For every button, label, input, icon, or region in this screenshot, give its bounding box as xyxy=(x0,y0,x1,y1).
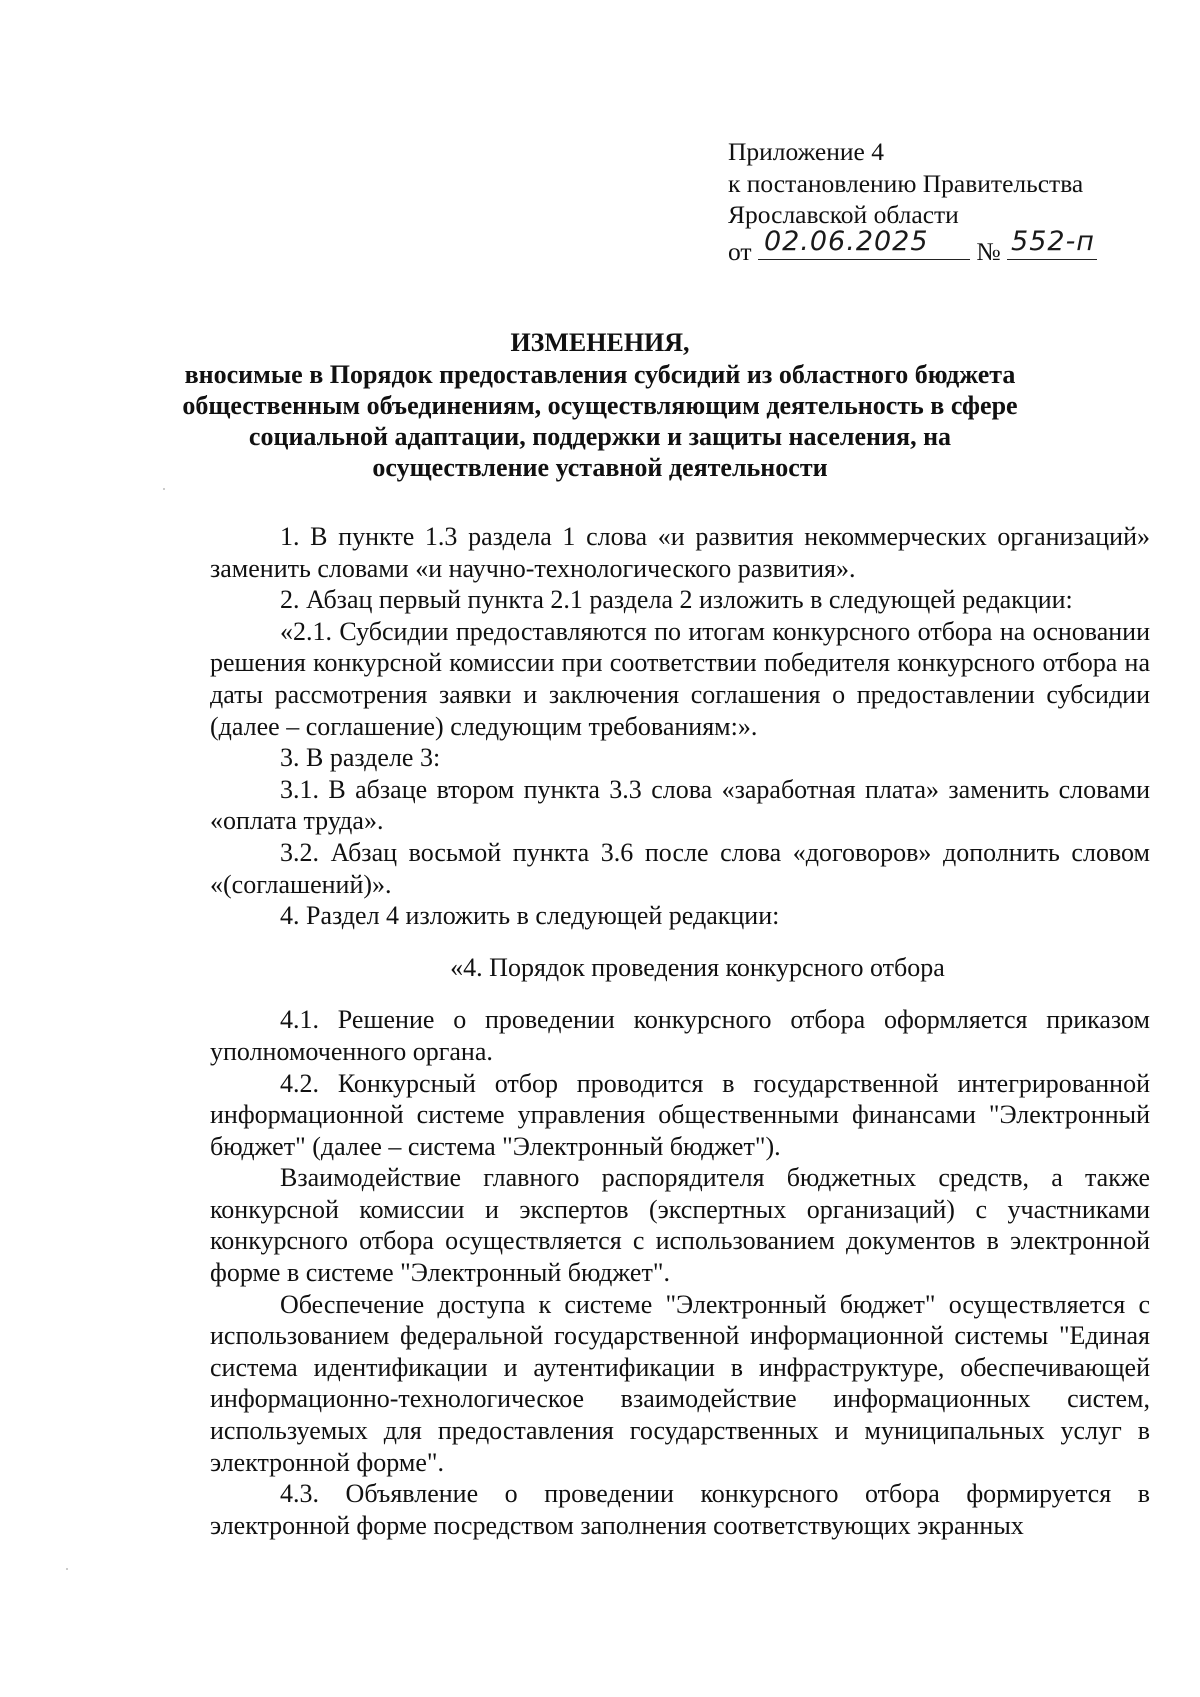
document-body xyxy=(210,521,1150,1541)
appendix-header xyxy=(728,136,1097,267)
handwritten-number: 552-п xyxy=(1011,226,1095,257)
section-4-heading: «4. Порядок проведения конкурсного отбора xyxy=(450,952,945,982)
paragraph-2-quote: «2.1. Субсидии предоставляются по итогам конкурсного отбора на основании решения конкурсной комиссии при соответствии победителя конкурсного отбора на даты рассмотрения заявки и заключения соглашения о предоставлении субсидии (далее – соглашение) следующим требованиям:». xyxy=(210,616,1150,741)
document-title xyxy=(0,327,1200,483)
date-field xyxy=(758,226,970,260)
number-field xyxy=(1007,226,1097,260)
scan-speck xyxy=(66,1568,68,1570)
paragraph-interaction: Взаимодействие главного распорядителя бюджетных средств, а также конкурсной комиссии и экспертов (экспертных организаций) с участниками конкурсного отбора осуществляется с использованием документов в электронной форме в системе "Электронный бюджет". xyxy=(210,1163,1150,1288)
paragraph-4-2: 4.2. Конкурсный отбор проводится в государственной интегрированной информационной системе управления общественными финансами "Электронный бюджет" (далее – система "Электронный бюджет"). xyxy=(210,1068,1150,1161)
paragraph-3-2: 3.2. Абзац восьмой пункта 3.6 после слова «договоров» дополнить словом «(соглашений)». xyxy=(210,837,1150,899)
appendix-resolution-ref: к постановлению Правительства xyxy=(728,168,1084,198)
title-subline: социальной адаптации, поддержки и защиты населения, на xyxy=(248,422,952,451)
paragraph-4: 4. Раздел 4 изложить в следующей редакции: xyxy=(280,901,780,931)
handwritten-date: 02.06.2025 xyxy=(763,226,929,257)
title-main: ИЗМЕНЕНИЯ, xyxy=(510,328,690,357)
scan-speck xyxy=(163,488,165,490)
title-subline: общественным объединениям, осуществляющим деятельность в сфере xyxy=(182,391,1018,420)
paragraph-4-3: 4.3. Объявление о проведении конкурсного отбора формируется в электронной форме посредством заполнения соответствующих экранных xyxy=(210,1479,1150,1540)
paragraph-access: Обеспечение доступа к системе "Электронный бюджет" осуществляется с использованием федеральной государственной информационной системы "Единая система идентификации и аутентификации в инфраструктуре, обеспечивающей информационно-технологическое взаимодействие информационных систем, используемых для предоставления государственных и муниципальных услуг в электронной форме". xyxy=(210,1289,1150,1477)
paragraph-4-1: 4.1. Решение о проведении конкурсного отбора оформляется приказом уполномоченного органа. xyxy=(210,1005,1150,1066)
paragraph-1: 1. В пункте 1.3 раздела 1 слова «и развития некоммерческих организаций» заменить словами «и научно-технологического развития». xyxy=(210,522,1150,583)
paragraph-2: 2. Абзац первый пункта 2.1 раздела 2 изложить в следующей редакции: xyxy=(280,585,1073,615)
date-prefix: от xyxy=(728,236,752,266)
appendix-region: Ярославской области xyxy=(728,200,959,229)
appendix-number: Приложение 4 xyxy=(728,137,884,166)
appendix-date-number-row xyxy=(728,226,1097,268)
paragraph-3: 3. В разделе 3: xyxy=(280,743,441,773)
number-prefix: № xyxy=(976,236,1001,266)
paragraph-3-1: 3.1. В абзаце втором пункта 3.3 слова «заработная плата» заменить словами «оплата труда». xyxy=(210,774,1150,836)
title-subline: осуществление уставной деятельности xyxy=(372,453,828,482)
title-subline: вносимые в Порядок предоставления субсидий из областного бюджета xyxy=(184,360,1016,389)
